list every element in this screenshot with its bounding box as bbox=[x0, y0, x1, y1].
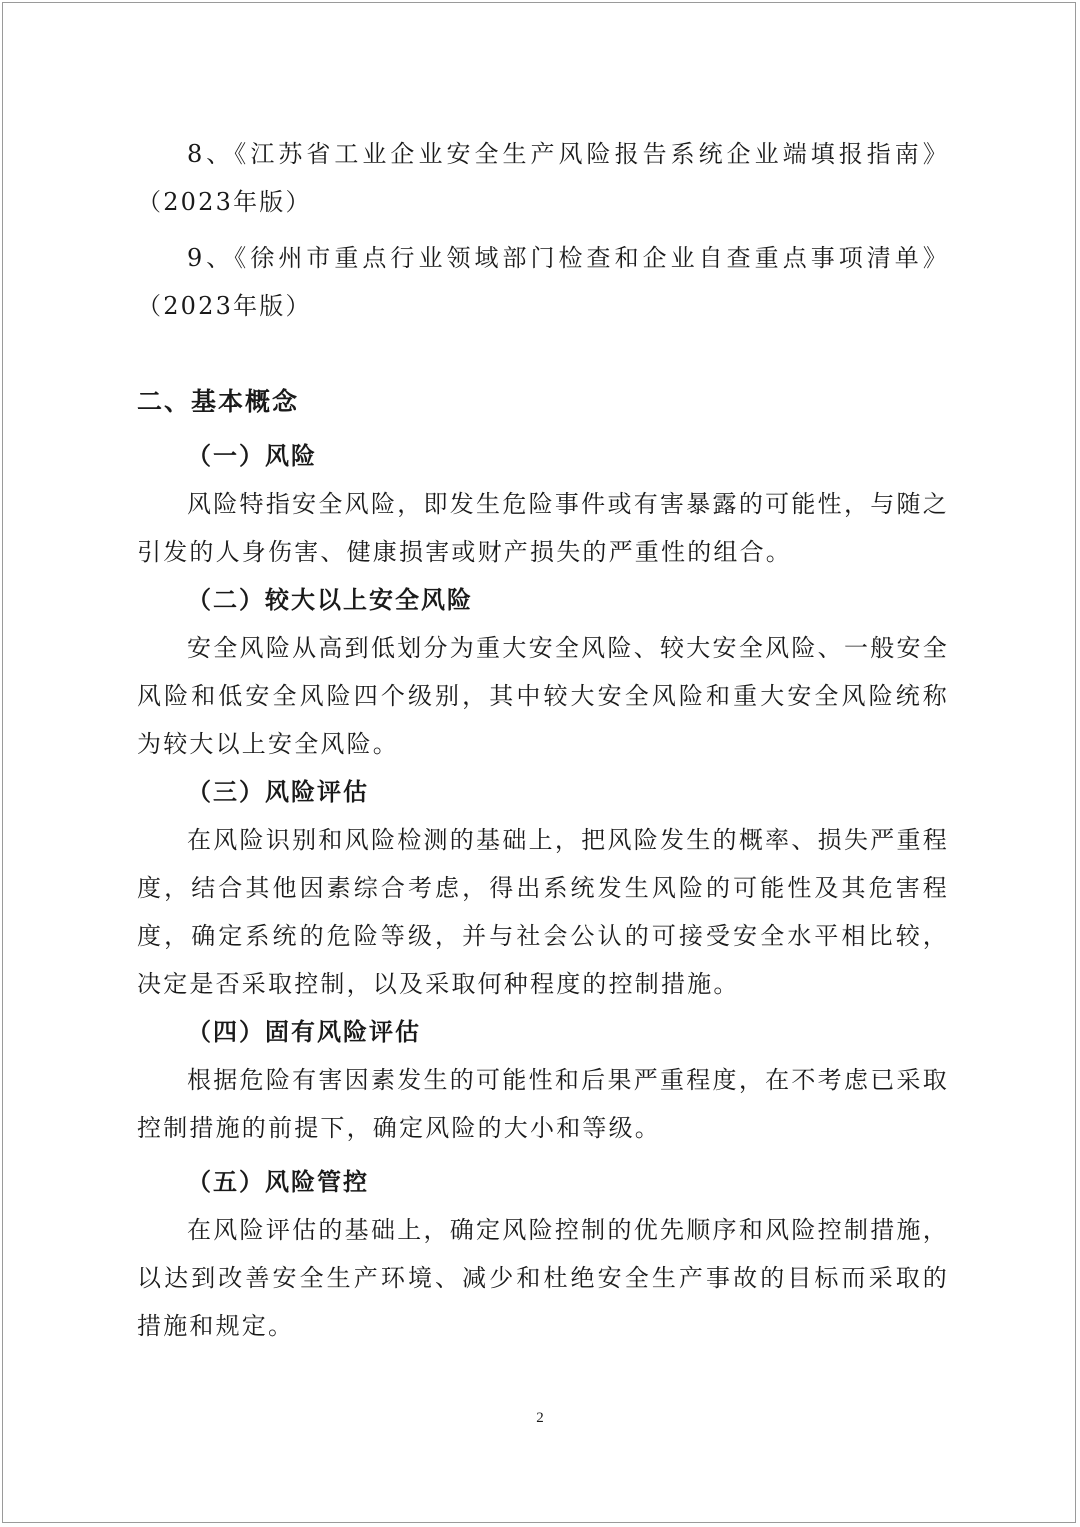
concept-heading-risk-assessment: （三）风险评估 bbox=[187, 778, 369, 806]
concept-body-risk-assessment: 在风险识别和风险检测的基础上，把风险发生的概率、损失严重程度，结合其他因素综合考虑，得出系统发生风险的可能性及其危害程度，确定系统的危险等级，并与社会公认的可接受安全水平相比较，决定是否采取控制，以及采取何种程度的控制措施。 bbox=[137, 826, 949, 998]
reference-item-8: 8、《江苏省工业企业安全生产风险报告系统企业端填报指南》（2023年版） bbox=[137, 140, 949, 216]
concept-heading-risk-control: （五）风险管控 bbox=[187, 1168, 369, 1196]
reference-item-9: 9、《徐州市重点行业领域部门检查和企业自查重点事项清单》（2023年版） bbox=[137, 244, 949, 320]
concept-heading-risk: （一）风险 bbox=[187, 442, 317, 470]
section-heading: 二、基本概念 bbox=[137, 387, 300, 416]
concept-body-major-risk: 安全风险从高到低划分为重大安全风险、较大安全风险、一般安全风险和低安全风险四个级别，其中较大安全风险和重大安全风险统称为较大以上安全风险。 bbox=[137, 634, 949, 758]
concept-heading-inherent-risk: （四）固有风险评估 bbox=[187, 1018, 421, 1046]
concept-heading-major-risk: （二）较大以上安全风险 bbox=[187, 586, 473, 614]
page-number: 2 bbox=[536, 1410, 544, 1426]
concept-body-risk-control: 在风险评估的基础上，确定风险控制的优先顺序和风险控制措施，以达到改善安全生产环境、减少和杜绝安全生产事故的目标而采取的措施和规定。 bbox=[137, 1216, 949, 1340]
concept-body-inherent-risk: 根据危险有害因素发生的可能性和后果严重程度，在不考虑已采取控制措施的前提下，确定风险的大小和等级。 bbox=[137, 1066, 949, 1142]
document-body bbox=[137, 130, 949, 1350]
concept-body-risk: 风险特指安全风险，即发生危险事件或有害暴露的可能性，与随之引发的人身伤害、健康损害或财产损失的严重性的组合。 bbox=[137, 490, 949, 566]
